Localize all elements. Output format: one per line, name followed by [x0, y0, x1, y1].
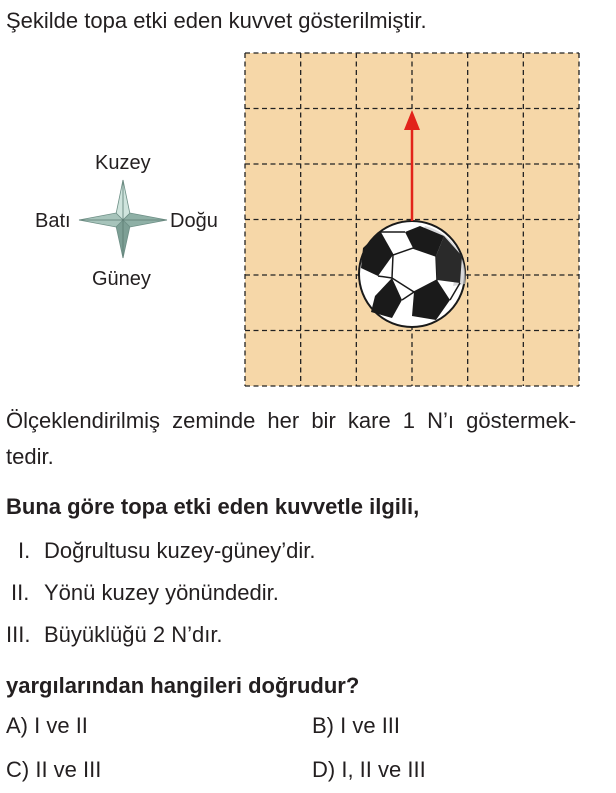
compass-west-label: Batı	[35, 210, 71, 232]
option-b-text: I ve III	[340, 713, 401, 738]
option-a-letter: A)	[6, 713, 28, 738]
option-c[interactable]	[6, 757, 101, 783]
question-intro: Buna göre topa etki eden kuvvetle ilgili,	[6, 494, 420, 519]
question-end: yargılarından hangileri doğrudur?	[6, 673, 360, 698]
intro-text: Şekilde topa etki eden kuvvet gösterilmiştir.	[6, 8, 427, 33]
option-d-text: I, II ve III	[341, 757, 426, 782]
paragraph-line-1: Ölçeklendirilmiş zeminde her bir kare 1 N’ı göstermek-	[6, 408, 577, 433]
compass-east-label: Doğu	[170, 210, 218, 232]
statement-2-number: II.	[11, 580, 30, 605]
option-a-text: I ve II	[34, 713, 88, 738]
statement-2-text: Yönü kuzey yönündedir.	[44, 580, 279, 605]
option-a[interactable]	[6, 713, 88, 739]
compass-south-label: Güney	[92, 268, 151, 290]
statement-1-number: I.	[18, 538, 31, 563]
option-c-letter: C)	[6, 757, 30, 782]
option-b-letter: B)	[312, 713, 334, 738]
statement-3-number: III.	[6, 622, 31, 647]
statement-1-text: Doğrultusu kuzey-güney’dir.	[44, 538, 316, 563]
soccer-ball-icon	[359, 221, 465, 327]
option-d-letter: D)	[312, 757, 336, 782]
option-d[interactable]	[312, 757, 426, 783]
statement-3-text: Büyüklüğü 2 N’dır.	[44, 622, 223, 647]
option-c-text: II ve III	[35, 757, 102, 782]
option-b[interactable]	[312, 713, 400, 739]
paragraph-line-2: tedir.	[6, 444, 54, 469]
compass-north-label: Kuzey	[95, 152, 151, 174]
